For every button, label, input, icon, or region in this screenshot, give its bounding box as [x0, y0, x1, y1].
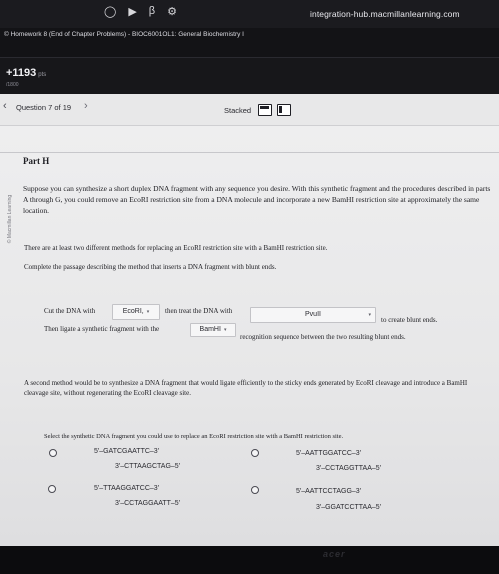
next-question-chevron-icon[interactable]: › [84, 100, 88, 112]
course-header [0, 28, 499, 58]
option-1-top-strand: 5′–GATCGAATTC–3′ [94, 448, 159, 455]
question-content [0, 126, 499, 546]
option-3-top-strand: 5′–TTAAGGATCC–3′ [94, 485, 159, 492]
ligate-suffix-text: recognition sequence between the two resulting blunt ends. [240, 333, 406, 341]
account-icon[interactable]: ⚙ [167, 6, 177, 18]
previous-question-chevron-icon[interactable]: ‹ [3, 100, 7, 112]
assignment-title: © Homework 8 (End of Chapter Problems) - BIOC6001OL1: General Biochemistry I [4, 31, 244, 38]
monitor-brand-logo: acer [323, 549, 346, 559]
score-value [6, 67, 46, 79]
treat-text: then treat the DNA with [165, 307, 233, 315]
question-intro: Suppose you can synthesize a short duplex DNA fragment with any sequence you desire. With this synthetic fragment and the procedures described in parts A through G, you could remove an EcoRI restriction site from a DNA molecule and incorporate a new BamHI restriction site at approximately the same location. [23, 184, 491, 215]
view-mode-label: Stacked [224, 106, 252, 115]
recognition-site-dropdown[interactable] [190, 323, 236, 337]
ligate-prefix-text: Then ligate a synthetic fragment with the [44, 325, 160, 333]
browser-extension-icons [104, 5, 177, 18]
option-4-bottom-strand: 3′–GGATCCTTAA–5′ [316, 504, 381, 511]
enzyme-dropdown-value: EcoRI, [122, 308, 144, 315]
create-blunt-ends-text: to create blunt ends. [381, 316, 438, 324]
browser-toolbar [0, 0, 499, 28]
question-counter: Question 7 of 19 [16, 103, 72, 112]
option-2-bottom-strand: 3′–CCTAGGTTAA–5′ [316, 465, 381, 472]
second-method-text: A second method would be to synthesize a DNA fragment that would ligate efficiently to the sticky ends generated by EcoRI cleavage and introduce a BamHI cleavage site, without regenerating the EcoRI cleavage site. [24, 379, 468, 397]
option-1-radio[interactable] [49, 449, 57, 457]
score-unit: pts [38, 72, 47, 78]
stacked-view-button[interactable] [258, 104, 272, 116]
score-panel [0, 58, 499, 94]
question-navigation [0, 94, 499, 126]
score-points: +1193 [6, 67, 37, 79]
split-view-button[interactable] [277, 104, 291, 116]
score-max: /1800 [6, 82, 19, 88]
option-3-radio[interactable] [48, 485, 56, 493]
recognition-site-dropdown-value: BamHI [199, 326, 221, 333]
chevron-down-icon: ▾ [146, 309, 150, 315]
select-prompt: Select the synthetic DNA fragment you could use to replace an EcoRI restriction site with a BamHI restriction site. [44, 433, 344, 440]
enzyme-dropdown[interactable] [112, 304, 160, 320]
instruction-text: Complete the passage describing the method that inserts a DNA fragment with blunt ends. [24, 263, 277, 271]
extension-icon[interactable]: ◯ [104, 6, 117, 18]
treatment-dropdown-value: PvuII [305, 311, 321, 318]
option-4-radio[interactable] [251, 486, 259, 494]
option-4-top-strand: 5′–AATTCCTAGG–3′ [296, 488, 361, 495]
monitor-bezel [0, 546, 499, 574]
option-2-radio[interactable] [251, 449, 259, 457]
cut-prefix-text: Cut the DNA with [44, 307, 96, 315]
option-3-bottom-strand: 3′–CCTAGGAATT–5′ [115, 500, 180, 507]
address-bar-url[interactable]: integration-hub.macmillanlearning.com [310, 9, 460, 19]
divider [0, 152, 499, 153]
treatment-dropdown[interactable] [250, 307, 376, 323]
option-2-top-strand: 5′–AATTGGATCC–3′ [296, 450, 361, 457]
copyright-side-label: © Macmillan Learning [7, 194, 13, 244]
part-title: Part H [23, 156, 50, 166]
chevron-down-icon: ▾ [368, 312, 371, 318]
option-1-bottom-strand: 3′–CTTAAGCTAG–5′ [115, 463, 180, 470]
chevron-down-icon: ▾ [223, 327, 227, 333]
methods-note: There are at least two different methods for replacing an EcoRI restriction site with a BamHI restriction site. [24, 244, 328, 252]
media-icon[interactable]: ▶ [128, 6, 137, 18]
brand-extension-icon[interactable]: β [148, 5, 156, 17]
